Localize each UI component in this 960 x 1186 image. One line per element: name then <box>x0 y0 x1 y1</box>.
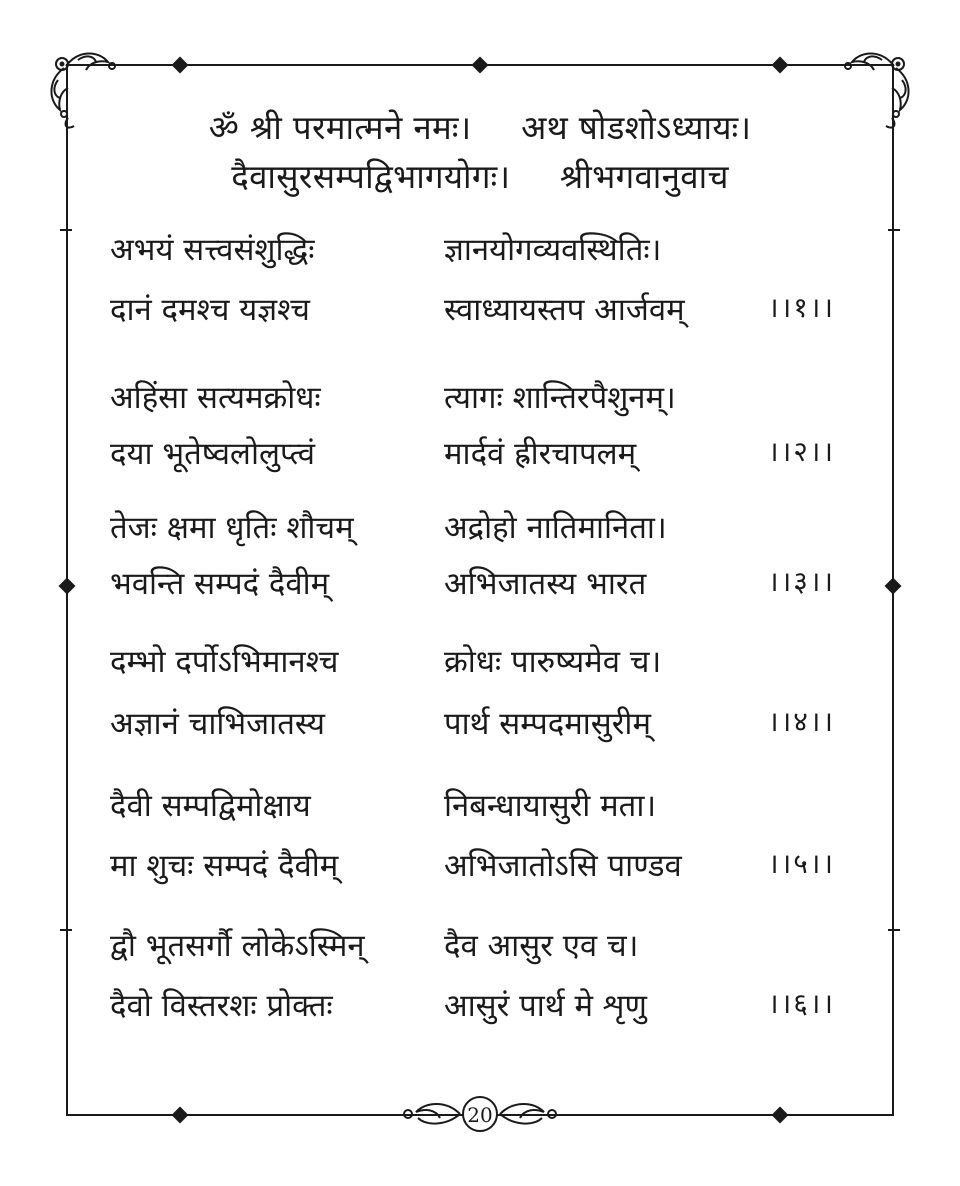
verse-half: दम्भो दर्पोऽभिमानश्च <box>110 644 339 680</box>
verse-line <box>0 640 960 688</box>
verse-number: ।।३।। <box>768 565 836 598</box>
verse-half: मार्दवं ह्रीरचापलम् <box>444 436 637 472</box>
verse-line <box>0 376 960 424</box>
chapter-name: दैवासुरसम्पद्विभागयोगः। <box>231 157 511 196</box>
verse-half: अभिजातोऽसि पाण्डव <box>444 848 682 884</box>
verse-half: स्वाध्यायस्तप आर्जवम् <box>444 292 685 328</box>
verse-line <box>0 924 960 972</box>
verse-line <box>0 984 960 1032</box>
chapter-heading-line-2 <box>0 153 960 198</box>
verse-line <box>0 228 960 276</box>
verse-line <box>0 432 960 480</box>
verse-half: अभिजातस्य भारत <box>444 566 647 602</box>
verse-number: ।।१।। <box>768 291 836 324</box>
verse-half: अहिंसा सत्यमक्रोधः <box>110 380 321 416</box>
verse-half: दैव आसुर एव च। <box>444 928 639 964</box>
verse-half: दैवो विस्तरशः प्रोक्तः <box>110 988 333 1024</box>
verse-half: पार्थ सम्पदमासुरीम् <box>444 706 651 742</box>
verse-half: अज्ञानं चाभिजातस्य <box>110 706 325 742</box>
speaker-label: श्रीभगवानुवाच <box>559 157 729 196</box>
verse-half: आसुरं पार्थ मे शृणु <box>444 988 647 1024</box>
verse-line <box>0 288 960 336</box>
verse-line <box>0 844 960 892</box>
invocation-text: ॐ श्री परमात्मने नमः। <box>208 108 472 147</box>
verse-line <box>0 506 960 554</box>
verse-half: त्यागः शान्तिरपैशुनम्। <box>444 380 676 416</box>
verse-half: निबन्धायासुरी मता। <box>444 788 657 824</box>
verse-half: दानं दमश्च यज्ञश्च <box>110 292 310 328</box>
verse-number: ।।२।। <box>768 435 836 468</box>
verse-half: मा शुचः सम्पदं दैवीम् <box>110 848 339 884</box>
verse-half: भवन्ति सम्पदं दैवीम् <box>110 566 330 602</box>
verse-half: दैवी सम्पद्विमोक्षाय <box>110 788 311 824</box>
verse-number: ।।६।। <box>768 987 836 1020</box>
verse-half: द्वौ भूतसर्गौ लोकेऽस्मिन् <box>110 928 365 964</box>
verse-half: दया भूतेष्वलोलुप्त्वं <box>110 436 315 472</box>
verse-half: तेजः क्षमा धृतिः शौचम् <box>110 510 354 546</box>
verse-line <box>0 784 960 832</box>
chapter-title: अथ षोडशोऽध्यायः। <box>521 108 752 147</box>
verse-number: ।।४।। <box>768 705 836 738</box>
verse-line <box>0 702 960 750</box>
verse-number: ।।५।। <box>768 847 836 880</box>
chapter-heading-line-1 <box>0 104 960 149</box>
verse-line <box>0 562 960 610</box>
verse-half: अद्रोहो नातिमानिता। <box>444 510 667 546</box>
page-number: 20 <box>462 1096 498 1132</box>
verse-half: ज्ञानयोगव्यवस्थितिः। <box>444 232 662 268</box>
verse-half: अभयं सत्त्वसंशुद्धिः <box>110 232 315 268</box>
verse-half: क्रोधः पारुष्यमेव च। <box>444 644 662 680</box>
